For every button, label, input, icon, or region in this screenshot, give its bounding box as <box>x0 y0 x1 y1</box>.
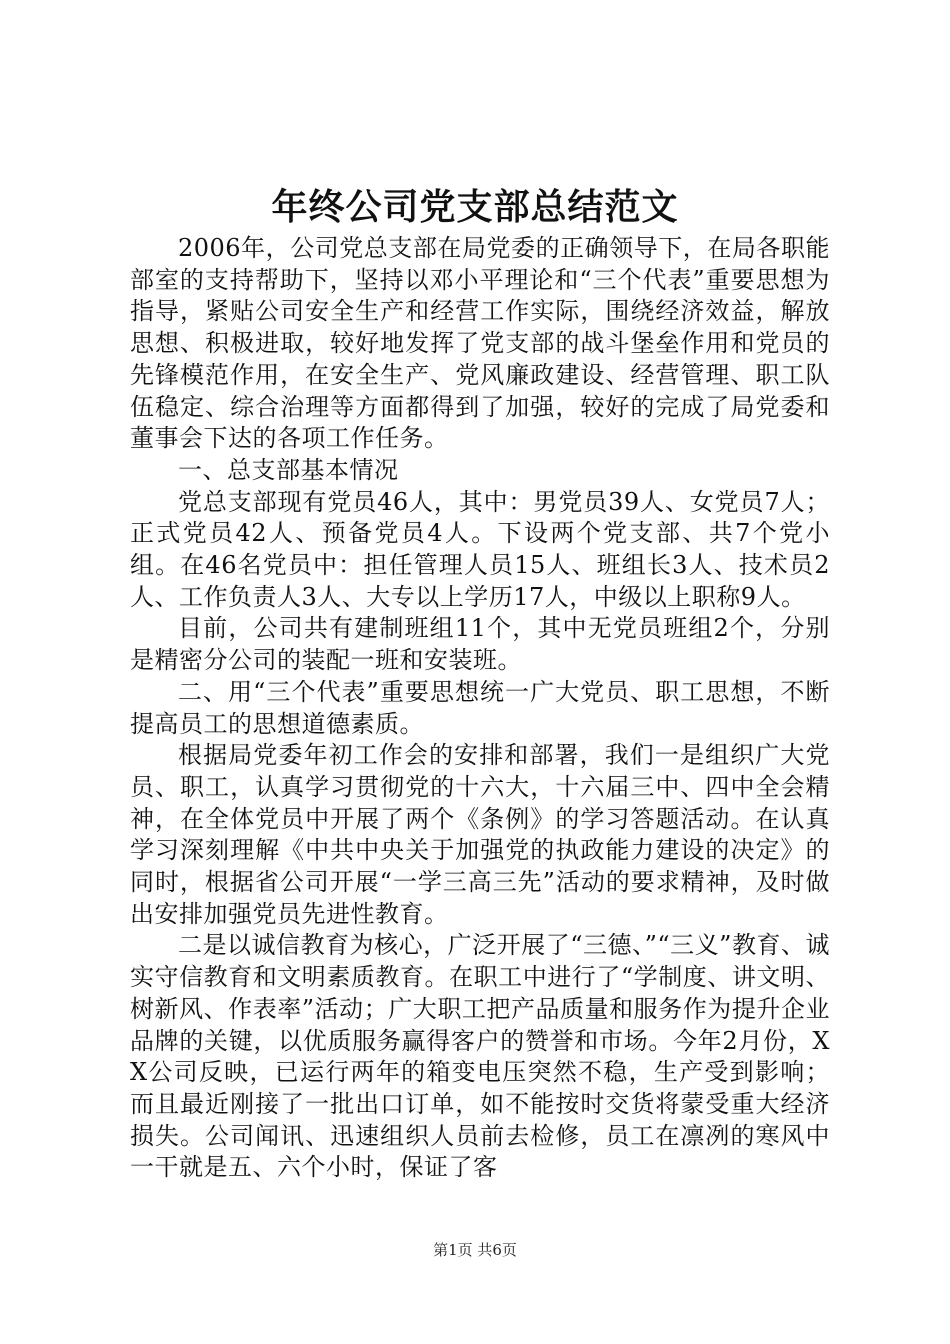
document-title: 年终公司党支部总结范文 <box>271 186 679 228</box>
paragraph-study: 根据局党委年初工作会的安排和部署，我们一是组织广大党员、职工，认真学习贯彻党的十六大，十六届三中、四中全会精神，在全体党员中开展了两个《条例》的学习答题活动。在认真学习深刻理解《中共中央关于加强党的执政能力建设的决定》的同时，根据省公司开展“一学三高三先”活动的要求精神，及时做出安排加强党员先进性教育。 <box>130 741 830 928</box>
document-body <box>130 233 830 1184</box>
paragraph-teams: 目前，公司共有建制班组11个，其中无党员班组2个，分别是精密分公司的装配一班和安装班。 <box>130 614 830 675</box>
section-heading-1: 一、总支部基本情况 <box>178 455 399 484</box>
paragraph-membership: 党总支部现有党员46人，其中：男党员39人、女党员7人；正式党员42人、预备党员4人。下设两个党支部、共7个党小组。在46名党员中：担任管理人员15人、班组长3人、技术员2人、工作负责人3人、大专以上学历17人，中级以上职称9人。 <box>130 487 830 611</box>
paragraph-integrity: 二是以诚信教育为核心，广泛开展了“三德、”“三义”教育、诚实守信教育和文明素质教育。在职工中进行了“学制度、讲文明、树新风、作表率”活动；广大职工把产品质量和服务作为提升企业品牌的关键，以优质服务赢得客户的赞誉和市场。今年2月份，XX公司反映，已运行两年的箱变电压突然不稳，生产受到影响；而且最近刚接了一批出口订单，如不能按时交货将蒙受重大经济损失。公司闻讯、迅速组织人员前去检修，员工在凛冽的寒风中一干就是五、六个小时，保证了客 <box>130 931 830 1182</box>
page-number: 第1页 共6页 <box>433 1241 517 1259</box>
section-heading-2: 二、用“三个代表”重要思想统一广大党员、职工思想，不断提高员工的思想道德素质。 <box>130 677 830 738</box>
paragraph-intro: 2006年，公司党总支部在局党委的正确领导下，在局各职能部室的支持帮助下，坚持以邓小平理论和“三个代表”重要思想为指导，紧贴公司安全生产和经营工作实际，围绕经济效益，解放思想、积极进取，较好地发挥了党支部的战斗堡垒作用和党员的先锋模范作用，在安全生产、党风廉政建设、经营管理、职工队伍稳定、综合治理等方面都得到了加强，较好的完成了局党委和董事会下达的各项工作任务。 <box>130 234 830 453</box>
